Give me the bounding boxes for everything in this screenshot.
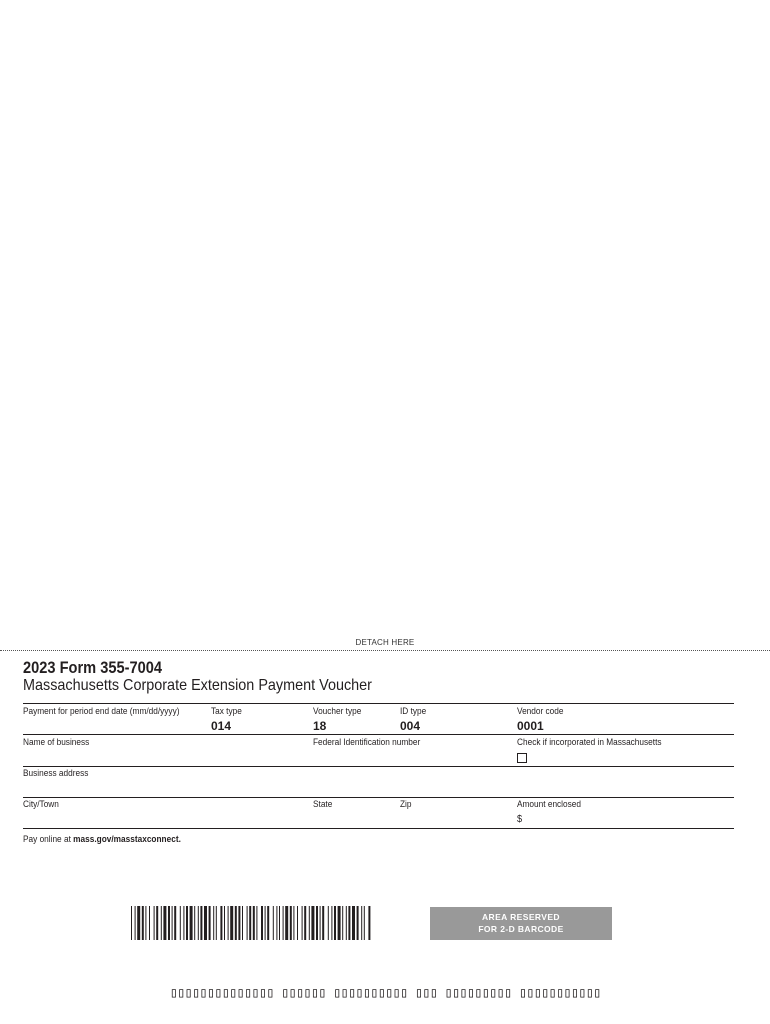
- pay-online-text: [23, 834, 181, 844]
- reserved-2d-barcode-area: [430, 907, 612, 940]
- zip-label: Zip: [400, 799, 412, 809]
- scanline: ▯▯▯▯▯▯▯▯▯▯▯▯▯▯ ▯▯▯▯▯▯ ▯▯▯▯▯▯▯▯▯▯ ▯▯▯ ▯▯▯▯▯▯▯▯▯ ▯▯▯▯▯▯▯▯▯▯▯: [169, 985, 601, 1001]
- tax-type-label: Tax type: [211, 706, 242, 716]
- detach-here-label: DETACH HERE: [355, 638, 415, 647]
- state-label: State: [313, 799, 333, 809]
- period-end-date-label: Payment for period end date (mm/dd/yyyy): [23, 706, 180, 716]
- voucher-type-label: Voucher type: [313, 706, 362, 716]
- pay-online-link[interactable]: mass.gov/masstaxconnect.: [73, 834, 181, 844]
- id-type-label: ID type: [400, 706, 427, 716]
- city-town-label: City/Town: [23, 799, 59, 809]
- incorporated-label: Check if incorporated in Massachusetts: [517, 737, 662, 747]
- business-name-label: Name of business: [23, 737, 90, 747]
- voucher-type-value: 18: [313, 719, 327, 733]
- rule-bottom: [23, 828, 734, 829]
- rule-row4: [23, 797, 734, 798]
- reserved-line-2: FOR 2-D BARCODE: [478, 924, 564, 934]
- rule-row2: [23, 734, 734, 735]
- amount-enclosed-label: Amount enclosed: [517, 799, 581, 809]
- business-address-label: Business address: [23, 768, 89, 778]
- reserved-line-1: AREA RESERVED: [482, 912, 560, 922]
- vendor-code-label: Vendor code: [517, 706, 564, 716]
- fein-label: Federal Identification number: [313, 737, 421, 747]
- rule-row3: [23, 766, 734, 767]
- vendor-code-value: 0001: [517, 719, 544, 733]
- detach-line: [0, 650, 770, 651]
- rule-top: [23, 703, 734, 704]
- form-subtitle: Massachusetts Corporate Extension Payment Voucher: [23, 677, 372, 694]
- tax-type-value: 014: [211, 719, 232, 733]
- id-type-value: 004: [400, 719, 421, 733]
- barcode-icon: [131, 906, 372, 940]
- dollar-sign: $: [517, 814, 523, 825]
- pay-online-prefix: Pay online at: [23, 834, 74, 844]
- incorporated-checkbox[interactable]: [517, 753, 527, 763]
- form-title: 2023 Form 355-7004: [23, 658, 162, 677]
